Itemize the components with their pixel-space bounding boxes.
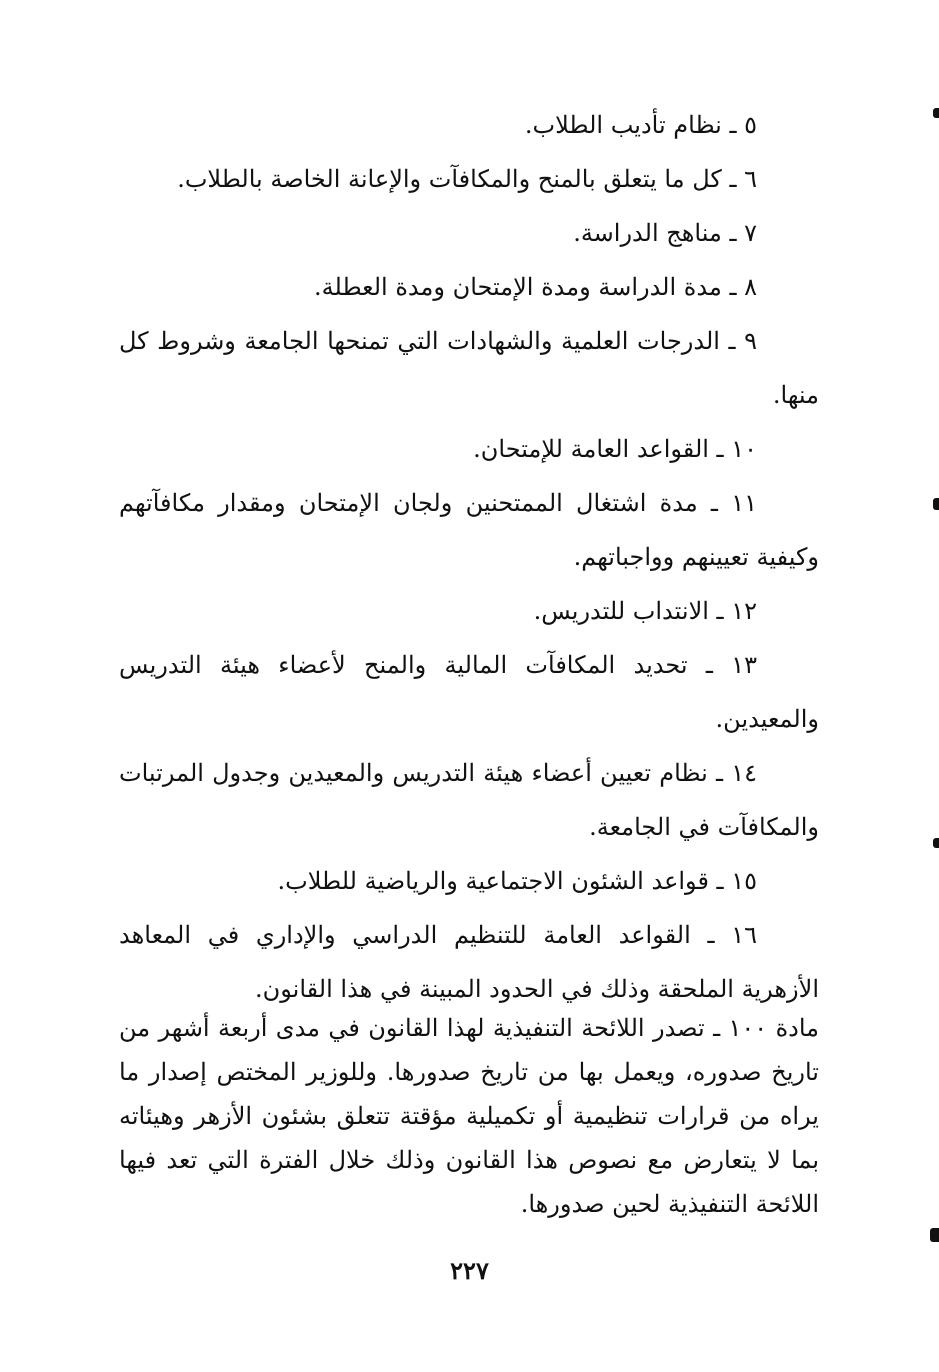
scan-edge-mark [933, 838, 939, 848]
regulation-list [119, 98, 819, 1016]
list-item-10: ١٠ ـ القواعد العامة للإمتحان. [473, 435, 757, 463]
list-item-14: ١٤ ـ نظام تعيين أعضاء هيئة التدريس والمعيدين وجدول المرتبات والمكافآت في الجامعة. [119, 759, 819, 841]
list-item-15: ١٥ ـ قواعد الشئون الاجتماعية والرياضية للطلاب. [277, 867, 757, 895]
scan-edge-mark [933, 498, 939, 510]
article-100-block [119, 1006, 819, 1226]
list-item-5: ٥ ـ نظام تأديب الطلاب. [524, 111, 757, 139]
article-100-paragraph: مادة ١٠٠ ـ تصدر اللائحة التنفيذية لهذا القانون في مدى أربعة أشهر من تاريخ صدوره، ويعمل بها من تاريخ صدورها. وللوزير المختص إصدار ما يراه من قرارات تنظيمية أو تكميلية مؤقتة تتعلق بشئون الأزهر وهيئاته بما لا يتعارض مع نصوص هذا القانون وذلك خلال الفترة التي تعد فيها اللائحة التنفيذية لحين صدورها. [119, 1014, 819, 1218]
list-item-11: ١١ ـ مدة اشتغال الممتحنين ولجان الإمتحان ومقدار مكافآتهم وكيفية تعيينهم وواجباتهم. [119, 489, 819, 571]
list-item-7: ٧ ـ مناهج الدراسة. [573, 219, 757, 247]
list-item-13: ١٣ ـ تحديد المكافآت المالية والمنح لأعضاء هيئة التدريس والمعيدين. [119, 651, 819, 733]
scan-edge-mark [930, 1228, 939, 1242]
list-item-6: ٦ ـ كل ما يتعلق بالمنح والمكافآت والإعانة الخاصة بالطلاب. [177, 165, 757, 193]
list-item-16: ١٦ ـ القواعد العامة للتنظيم الدراسي والإداري في المعاهد الأزهرية الملحقة وذلك في الحدود المبينة في هذا القانون. [119, 921, 819, 1003]
list-item-9: ٩ ـ الدرجات العلمية والشهادات التي تمنحها الجامعة وشروط كل منها. [119, 327, 819, 409]
page-number: ٢٢٧ [450, 1256, 489, 1285]
list-item-8: ٨ ـ مدة الدراسة ومدة الإمتحان ومدة العطلة. [314, 273, 757, 301]
list-item-12: ١٢ ـ الانتداب للتدريس. [533, 597, 757, 625]
scan-edge-mark [933, 108, 939, 118]
